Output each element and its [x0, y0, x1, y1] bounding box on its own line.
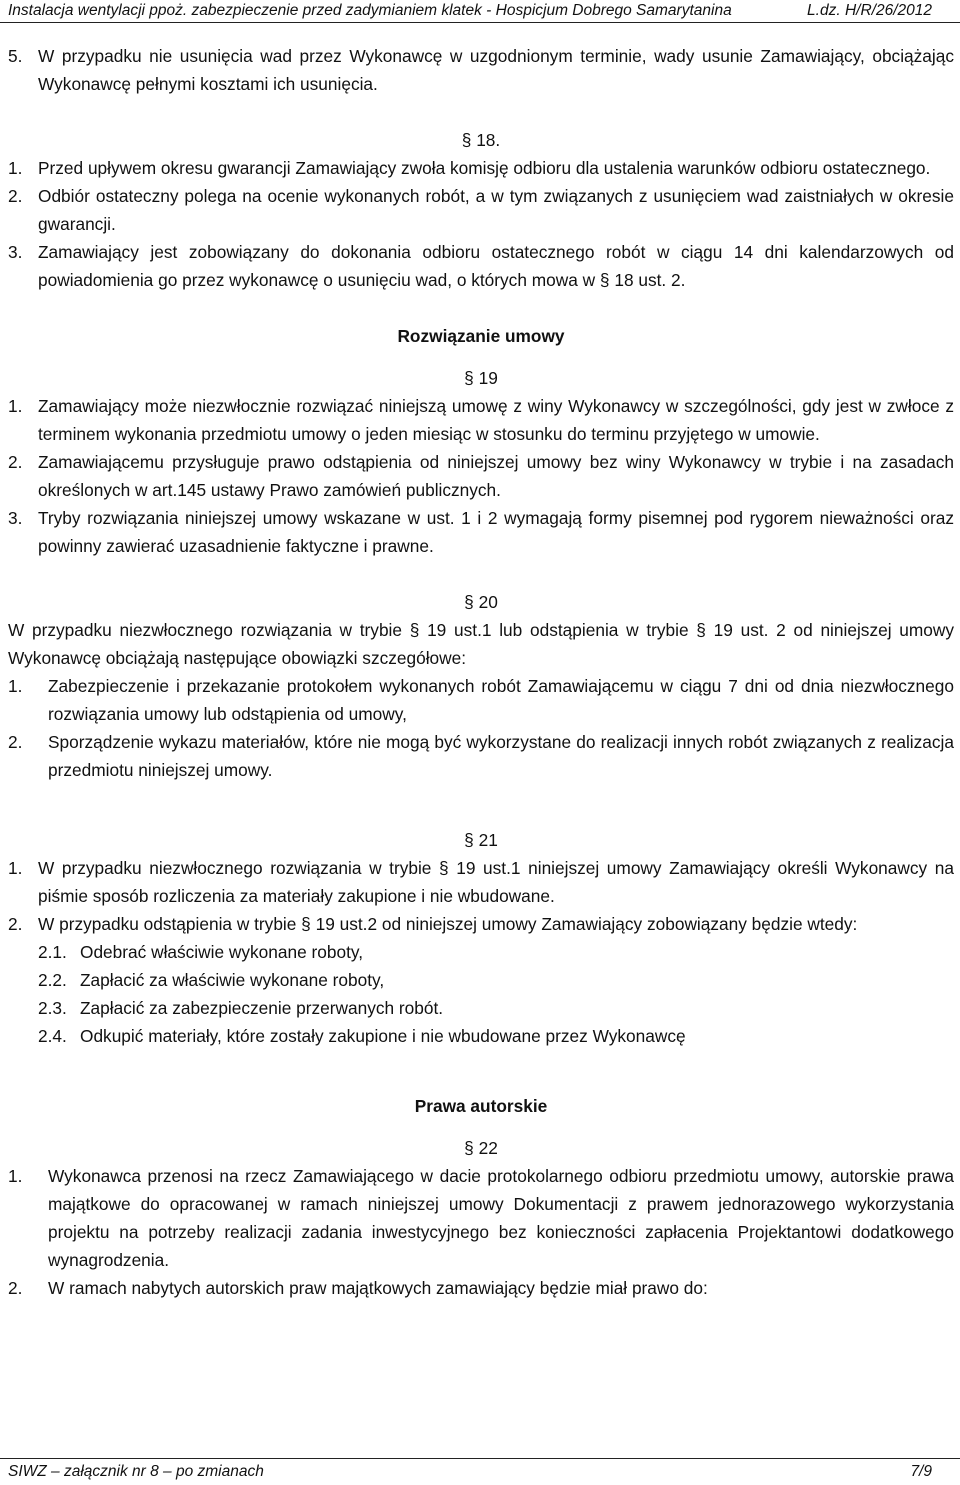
list-item: 3. Tryby rozwiązania niniejszej umowy wskazane w ust. 1 i 2 wymagają formy pisemnej pod rygorem nieważności oraz powinny zawierać uzasadnienie faktyczne i prawne. — [8, 508, 954, 556]
section-20-intro: W przypadku niezwłocznego rozwiązania w trybie § 19 ust.1 lub odstąpienia w trybie § 19 ust. 2 od niniejszej umowy Wykonawcę obciążają następujące obowiązki szczegółowe: — [8, 620, 954, 668]
page-footer — [0, 1458, 960, 1485]
list-item: 1. Przed upływem okresu gwarancji Zamawiający zwoła komisję odbioru dla ustalenia warunków odbioru ostatecznego. — [8, 158, 931, 178]
list-item: 1. Wykonawca przenosi na rzecz Zamawiającego w dacie protokolarnego odbioru przedmiotu umowy, autorskie prawa majątkowe do opracowanej w ramach niniejszej umowy Dokumentacji z prawem jednorazowego wykorzystania projektu na potrzeby realizacji zadania inwestycyjnego bez konieczności zapłacenia Projektantowi dodatkowego wynagrodzenia. — [8, 1166, 954, 1270]
header-title: Instalacja wentylacji ppoż. zabezpieczenie przed zadymianiem klatek - Hospicjum Dobrego Samarytanina — [8, 2, 732, 19]
list-item: 2. W ramach nabytych autorskich praw majątkowych zamawiający będzie miał prawo do: — [8, 1278, 708, 1298]
page-number: 7/9 — [910, 1463, 932, 1480]
page-header — [0, 0, 960, 23]
section-heading-19: § 19 — [464, 368, 498, 388]
sub-list-item: 2.1. Odebrać właściwie wykonane roboty, — [38, 942, 364, 962]
document-body — [8, 42, 954, 1302]
section-heading-20: § 20 — [464, 592, 498, 612]
list-item: 2. Sporządzenie wykazu materiałów, które nie mogą być wykorzystane do realizacji innych robót związanych z realizacja przedmiotu niniejszej umowy. — [8, 732, 954, 780]
section-heading-21: § 21 — [464, 830, 498, 850]
section-heading-22: § 22 — [464, 1138, 498, 1158]
sub-list-item: 2.4. Odkupić materiały, które zostały zakupione i nie wbudowane przez Wykonawcę — [38, 1026, 686, 1046]
list-item: 2. Zamawiającemu przysługuje prawo odstąpienia od niniejszej umowy bez winy Wykonawcy w trybie i na zasadach określonych w art.145 ustawy Prawo zamówień publicznych. — [8, 452, 954, 500]
section-title-copyright: Prawa autorskie — [414, 1096, 548, 1116]
section-title-termination: Rozwiązanie umowy — [397, 326, 565, 346]
list-item: 1. W przypadku niezwłocznego rozwiązania w trybie § 19 ust.1 niniejszej umowy Zamawiający określi Wykonawcy na piśmie sposób rozliczenia za materiały zakupione i nie wbudowane. — [8, 858, 954, 906]
list-item: 5. W przypadku nie usunięcia wad przez Wykonawcę w uzgodnionym terminie, wady usunie Zamawiający, obciążając Wykonawcę pełnymi kosztami ich usunięcia. — [8, 46, 954, 94]
list-item: 2. W przypadku odstąpienia w trybie § 19 ust.2 od niniejszej umowy Zamawiający zobowiązany będzie wtedy: — [8, 914, 858, 934]
list-item: 1. Zabezpieczenie i przekazanie protokołem wykonanych robót Zamawiającemu w ciągu 7 dni od dnia niezwłocznego rozwiązania umowy lub odstąpienia od umowy, — [8, 676, 954, 724]
footer-document-label: SIWZ – załącznik nr 8 – po zmianach — [8, 1463, 264, 1480]
header-reference: L.dz. H/R/26/2012 — [807, 2, 932, 19]
sub-list-item: 2.2. Zapłacić za właściwie wykonane roboty, — [38, 970, 385, 990]
list-item: 2. Odbiór ostateczny polega na ocenie wykonanych robót, a w tym związanych z usunięciem wad zaistniałych w okresie gwarancji. — [8, 186, 954, 234]
section-heading-18: § 18. — [461, 130, 501, 150]
sub-list-item: 2.3. Zapłacić za zabezpieczenie przerwanych robót. — [38, 998, 444, 1018]
list-item: 3. Zamawiający jest zobowiązany do dokonania odbioru ostatecznego robót w ciągu 14 dni kalendarzowych od powiadomienia go przez wykonawcę o usunięciu wad, o których mowa w § 18 ust. 2. — [8, 242, 954, 290]
list-item: 1. Zamawiający może niezwłocznie rozwiązać niniejszą umowę z winy Wykonawcy w szczególności, gdy jest w zwłoce z terminem wykonania przedmiotu umowy o jeden miesiąc w stosunku do terminu przyjętego w umowie. — [8, 396, 954, 444]
